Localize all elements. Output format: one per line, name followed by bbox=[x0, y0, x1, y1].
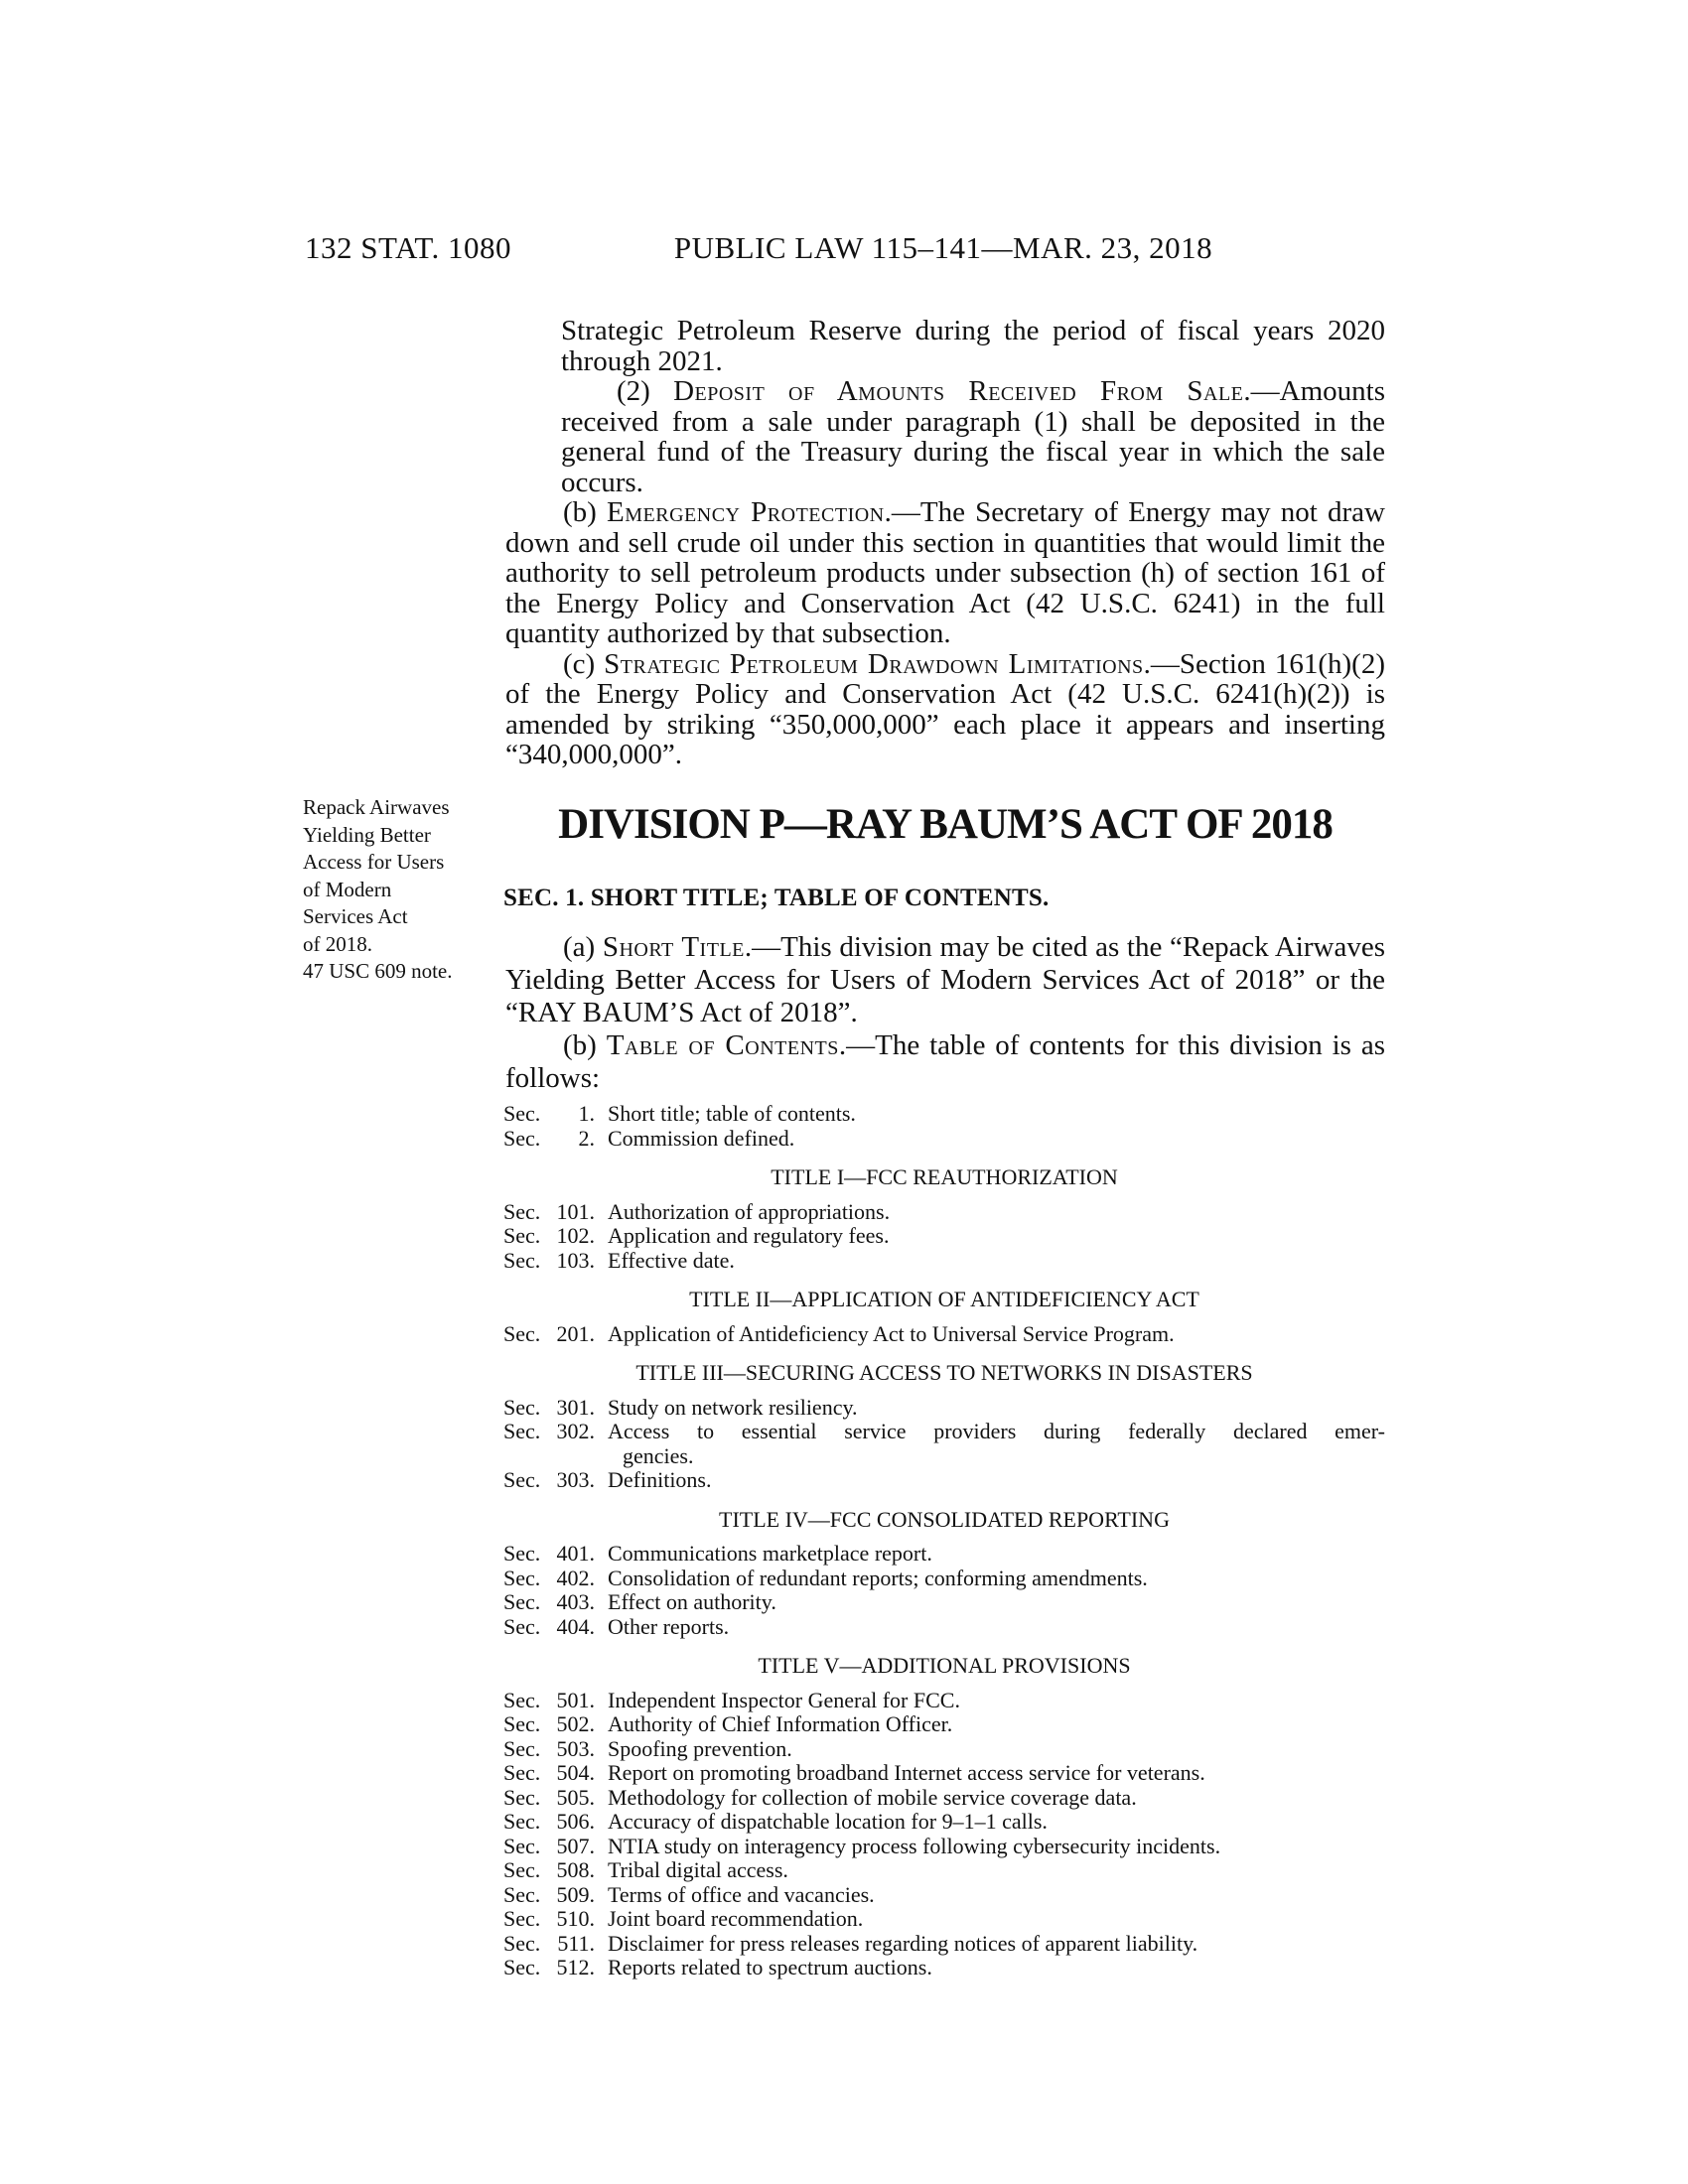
statute-paragraph bbox=[505, 497, 1385, 649]
toc-sec-number: 509. bbox=[556, 1881, 595, 1907]
text-run: (c) bbox=[563, 647, 605, 680]
public-law-header: PUBLIC LAW 115–141—MAR. 23, 2018 bbox=[673, 230, 1213, 265]
toc-sec-number: 501. bbox=[556, 1687, 595, 1712]
toc-sec-text: Tribal digital access. bbox=[608, 1857, 788, 1882]
toc-sec-text-line: Access to essential service providers during federally declared emer- bbox=[608, 1419, 1385, 1443]
toc-sec-label: Sec. bbox=[503, 1247, 541, 1273]
toc-sec-number: 404. bbox=[556, 1613, 595, 1639]
toc-sec-text: Independent Inspector General for FCC. bbox=[608, 1687, 960, 1712]
margin-note-line: of Modern bbox=[303, 877, 392, 901]
toc-sec-label: Sec. bbox=[503, 1198, 541, 1224]
toc-sec-label: Sec. bbox=[503, 1394, 541, 1420]
text-run: .—Section 161(h)(2) of the Energy Policy and Conservation Act (42 U.S.C. 6241(h)(2)) is amended by striking “350,000,000” each place it appears and inserting “340,000,000”. bbox=[505, 647, 1385, 770]
statute-paragraph bbox=[505, 1029, 1385, 1095]
text-run: .—This division may be cited as the “Repack Airwaves Yielding Better Access for Users of Modern Services Act of 2018” or the “RAY BAUM’S Act of 2018”. bbox=[505, 931, 1385, 1028]
toc-entry bbox=[503, 1883, 1385, 1908]
toc-sec-text: Accuracy of dispatchable location for 9–1–1 calls. bbox=[608, 1809, 1048, 1834]
toc-entry bbox=[503, 1737, 1385, 1762]
toc-entry bbox=[503, 1786, 1385, 1811]
toc-entry bbox=[503, 1127, 1385, 1152]
toc-sec-text: Terms of office and vacancies. bbox=[608, 1881, 875, 1907]
toc-entry bbox=[503, 1224, 1385, 1249]
toc-sec-label: Sec. bbox=[503, 1125, 541, 1151]
toc-sec-number: 511. bbox=[557, 1930, 595, 1956]
toc-entry bbox=[503, 1396, 1385, 1421]
toc-sec-number: 512. bbox=[556, 1955, 595, 1979]
toc-sec-number: 103. bbox=[556, 1247, 595, 1273]
toc-sec-text: Consolidation of redundant reports; conforming amendments. bbox=[608, 1565, 1148, 1590]
text-run: .—The table of contents for this division is as follows: bbox=[505, 1029, 1385, 1094]
toc-entry bbox=[503, 1468, 1385, 1493]
toc-sec-text: Authorization of appropriations. bbox=[608, 1198, 891, 1224]
toc-sec-label: Sec. bbox=[503, 1760, 541, 1785]
toc-sec-label: Sec. bbox=[503, 1541, 541, 1566]
statute-paragraph bbox=[561, 316, 1385, 376]
text-run: (b) bbox=[563, 496, 608, 528]
toc-sec-number: 201. bbox=[556, 1320, 595, 1346]
text-run: Strategic Petroleum Reserve during the period of fiscal years 2020 through 2021. bbox=[561, 315, 1385, 377]
toc-title-heading: TITLE II—APPLICATION OF ANTIDEFICIENCY ACT bbox=[689, 1287, 1199, 1311]
margin-note-line: Yielding Better bbox=[303, 822, 431, 847]
toc-sec-label: Sec. bbox=[503, 1320, 541, 1346]
toc-sec-text: Report on promoting broadband Internet access service for veterans. bbox=[608, 1760, 1205, 1785]
toc-entry bbox=[503, 1420, 1385, 1468]
toc-sec-label: Sec. bbox=[503, 1223, 541, 1248]
margin-note-line: Services Act bbox=[303, 904, 408, 928]
toc-sec-text: Effective date. bbox=[608, 1247, 735, 1273]
toc-sec-number: 402. bbox=[556, 1565, 595, 1590]
toc-sec-label: Sec. bbox=[503, 1711, 541, 1736]
toc-sec-label: Sec. bbox=[503, 1906, 541, 1931]
toc-sec-label: Sec. bbox=[503, 1687, 541, 1712]
margin-note bbox=[303, 794, 487, 986]
toc-entry bbox=[503, 1590, 1385, 1615]
toc-sec-text: Application and regulatory fees. bbox=[608, 1223, 890, 1248]
statute-paragraph bbox=[561, 376, 1385, 497]
toc-sec-number: 505. bbox=[556, 1784, 595, 1810]
toc-sec-number: 1. bbox=[578, 1101, 595, 1126]
division-heading: DIVISION P—RAY BAUM’S ACT OF 2018 bbox=[558, 801, 1333, 848]
toc-sec-label: Sec. bbox=[503, 1857, 541, 1882]
toc-sec-text: Other reports. bbox=[608, 1613, 730, 1639]
toc-sec-number: 302. bbox=[556, 1419, 595, 1443]
section-heading: SEC. 1. SHORT TITLE; TABLE OF CONTENTS. bbox=[503, 885, 1050, 911]
toc-sec-text: Study on network resiliency. bbox=[608, 1394, 858, 1420]
toc-entry bbox=[503, 1907, 1385, 1932]
toc-sec-text-continuation: gencies. bbox=[623, 1442, 694, 1468]
smallcaps-run: Table of Contents bbox=[606, 1029, 839, 1061]
toc-sec-text: Communications marketplace report. bbox=[608, 1541, 932, 1566]
toc-title-heading: TITLE III—SECURING ACCESS TO NETWORKS IN DISASTERS bbox=[635, 1360, 1253, 1385]
toc-entry bbox=[503, 1200, 1385, 1225]
margin-note-line: of 2018. bbox=[303, 931, 372, 956]
toc-sec-text: Application of Antideficiency Act to Universal Service Program. bbox=[608, 1320, 1175, 1346]
toc-sec-number: 303. bbox=[556, 1467, 595, 1492]
margin-note-line: Access for Users bbox=[303, 850, 445, 874]
smallcaps-run: Short Title bbox=[602, 931, 745, 963]
toc-sec-label: Sec. bbox=[503, 1955, 541, 1979]
toc-sec-number: 403. bbox=[556, 1589, 595, 1614]
smallcaps-run: Emergency Protection bbox=[607, 496, 885, 528]
table-of-contents bbox=[503, 1102, 1385, 1980]
toc-sec-text: Joint board recommendation. bbox=[608, 1906, 864, 1931]
toc-entry bbox=[503, 1810, 1385, 1835]
toc-entry bbox=[503, 1542, 1385, 1567]
toc-entry bbox=[503, 1689, 1385, 1713]
toc-entry bbox=[503, 1249, 1385, 1274]
toc-title-heading: TITLE I—FCC REAUTHORIZATION bbox=[771, 1164, 1118, 1189]
toc-sec-number: 102. bbox=[556, 1223, 595, 1248]
toc-entry bbox=[503, 1956, 1385, 1980]
toc-entry bbox=[503, 1761, 1385, 1786]
toc-entry bbox=[503, 1712, 1385, 1737]
margin-note-line: 47 USC 609 note. bbox=[303, 959, 453, 983]
toc-entry bbox=[503, 1322, 1385, 1347]
toc-sec-number: 2. bbox=[578, 1125, 595, 1151]
toc-sec-number: 507. bbox=[556, 1833, 595, 1858]
toc-sec-text: Short title; table of contents. bbox=[608, 1101, 856, 1126]
toc-sec-label: Sec. bbox=[503, 1735, 541, 1761]
toc-entry bbox=[503, 1567, 1385, 1591]
toc-sec-number: 101. bbox=[556, 1198, 595, 1224]
toc-sec-label: Sec. bbox=[503, 1784, 541, 1810]
toc-sec-label: Sec. bbox=[503, 1565, 541, 1590]
toc-sec-text: Spoofing prevention. bbox=[608, 1735, 792, 1761]
margin-note-line: Repack Airwaves bbox=[303, 795, 450, 819]
toc-sec-text: Effect on authority. bbox=[608, 1589, 776, 1614]
smallcaps-run: Strategic Petroleum Drawdown Limitations bbox=[604, 647, 1144, 680]
toc-sec-label: Sec. bbox=[503, 1467, 541, 1492]
text-run: .—Amounts received from a sale under paragraph (1) shall be deposited in the general fund of the Treasury during the fiscal year in which the sale occurs. bbox=[561, 375, 1385, 498]
toc-sec-label: Sec. bbox=[503, 1809, 541, 1834]
smallcaps-run: Deposit of Amounts Received From Sale bbox=[673, 375, 1244, 407]
toc-sec-text: NTIA study on interagency process following cybersecurity incidents. bbox=[608, 1833, 1221, 1858]
toc-sec-label: Sec. bbox=[503, 1930, 541, 1956]
text-run: (b) bbox=[563, 1029, 607, 1061]
toc-entry bbox=[503, 1835, 1385, 1859]
stat-page-number: 132 STAT. 1080 bbox=[305, 230, 512, 265]
toc-sec-label: Sec. bbox=[503, 1881, 541, 1907]
toc-sec-text: Disclaimer for press releases regarding notices of apparent liability. bbox=[608, 1930, 1198, 1956]
toc-sec-number: 401. bbox=[556, 1541, 595, 1566]
toc-sec-label: Sec. bbox=[503, 1589, 541, 1614]
body-paragraphs bbox=[505, 316, 1385, 770]
toc-entry bbox=[503, 1932, 1385, 1957]
toc-sec-number: 508. bbox=[556, 1857, 595, 1882]
toc-sec-number: 510. bbox=[556, 1906, 595, 1931]
toc-sec-text: Commission defined. bbox=[608, 1125, 795, 1151]
text-run: .—The Secretary of Energy may not draw down and sell crude oil under this section in quantities that would limit the authority to sell petroleum products under subsection (h) of section 161 of the Energy Policy and Conservation Act (42 U.S.C. 6241) in the full quantity authorized by that subsection. bbox=[505, 496, 1385, 649]
toc-entry bbox=[503, 1615, 1385, 1640]
toc-sec-number: 502. bbox=[556, 1711, 595, 1736]
toc-sec-label: Sec. bbox=[503, 1419, 541, 1443]
toc-sec-number: 301. bbox=[556, 1394, 595, 1420]
section-paragraphs bbox=[505, 931, 1385, 1095]
statute-paragraph bbox=[505, 649, 1385, 770]
toc-sec-text: Methodology for collection of mobile service coverage data. bbox=[608, 1784, 1137, 1810]
toc-title-heading: TITLE V—ADDITIONAL PROVISIONS bbox=[758, 1653, 1131, 1678]
toc-sec-label: Sec. bbox=[503, 1833, 541, 1858]
text-run: (a) bbox=[563, 931, 603, 963]
toc-sec-label: Sec. bbox=[503, 1613, 541, 1639]
toc-sec-text: Authority of Chief Information Officer. bbox=[608, 1711, 953, 1736]
toc-title-heading: TITLE IV—FCC CONSOLIDATED REPORTING bbox=[719, 1506, 1170, 1532]
toc-sec-number: 504. bbox=[556, 1760, 595, 1785]
toc-sec-number: 506. bbox=[556, 1809, 595, 1834]
toc-sec-text bbox=[608, 1420, 1385, 1468]
statute-paragraph bbox=[505, 931, 1385, 1029]
toc-sec-number: 503. bbox=[556, 1735, 595, 1761]
toc-entry bbox=[503, 1102, 1385, 1127]
toc-entry bbox=[503, 1858, 1385, 1883]
toc-sec-label: Sec. bbox=[503, 1101, 541, 1126]
text-run: (2) bbox=[617, 375, 674, 407]
toc-sec-text: Reports related to spectrum auctions. bbox=[608, 1955, 932, 1979]
toc-sec-text: Definitions. bbox=[608, 1467, 712, 1492]
